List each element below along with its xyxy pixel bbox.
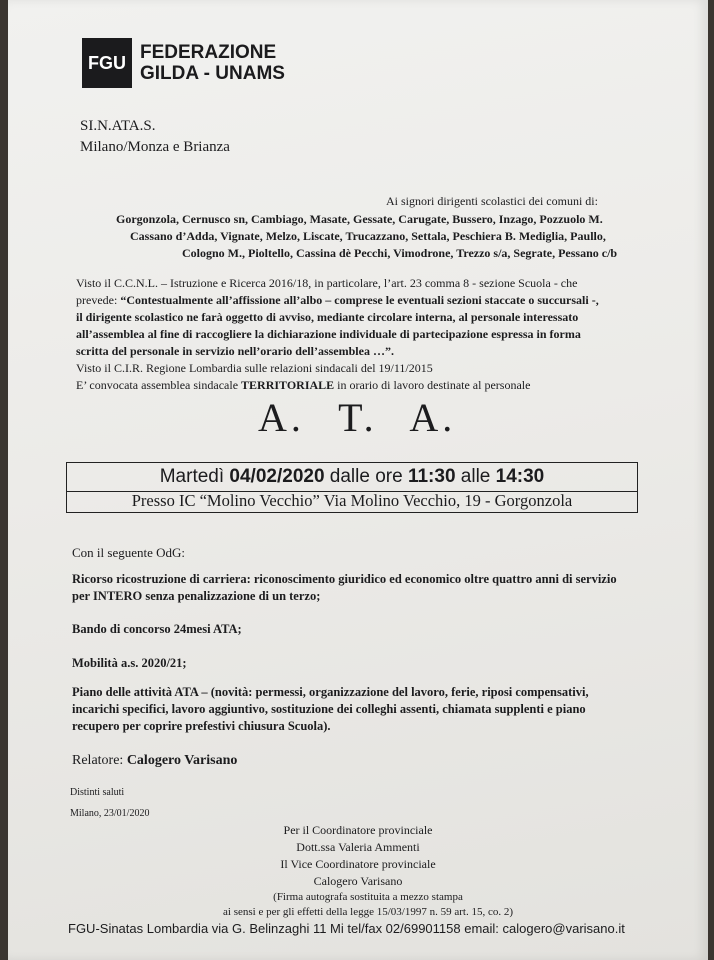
recipients-line-1: Gorgonzola, Cernusco sn, Cambiago, Masate, Gessate, Carugate, Bussero, Inzago, Pozzuolo M. — [116, 212, 603, 226]
logo-line-1: FEDERAZIONE — [140, 42, 277, 63]
premise-line-4: all’assemblea al fine di raccogliere la dichiarazione individuale di partecipazione espressa in forma — [76, 327, 581, 341]
agenda-item-4-line-2: incarichi specifici, lavoro aggiuntivo, sostituzione dei colleghi assenti, chiamata supplenti e piano — [72, 702, 586, 716]
signature-line-2: Dott.ssa Valeria Ammenti — [296, 840, 420, 854]
agenda-item-1-line-1: Ricorso ricostruzione di carriera: riconoscimento giuridico ed economico oltre quattro anni di servizio — [72, 572, 617, 586]
signature-note — [188, 890, 548, 920]
meeting-to-label: alle — [455, 466, 496, 487]
premise-prefix: prevede: — [76, 293, 121, 307]
agenda-intro: Con il seguente OdG: — [72, 545, 186, 560]
logo-line-2: GILDA - UNAMS — [140, 63, 285, 84]
document-sheet — [8, 0, 708, 960]
speaker — [72, 753, 237, 769]
org-name: SI.N.ATA.S. — [80, 118, 156, 134]
premise-line-6: Visto il C.I.R. Regione Lombardia sulle relazioni sindacali del 19/11/2015 — [76, 361, 433, 375]
closing-place-date: Milano, 23/01/2020 — [70, 808, 150, 819]
signature-line-4: Calogero Varisano — [313, 874, 403, 888]
agenda-item-2: Bando di concorso 24mesi ATA; — [72, 622, 242, 636]
agenda-item-4-line-3: recupero per coprire prefestivi chiusura Scuola). — [72, 719, 331, 733]
premise-line-3: il dirigente scolastico ne farà oggetto di avviso, mediante circolare interna, al personale interessato — [76, 310, 579, 324]
agenda-item-1 — [72, 571, 682, 605]
premise-line-2 — [76, 292, 676, 309]
premise-line-1: Visto il C.C.N.L. – Istruzione e Ricerca 2016/18, in particolare, l’art. 23 comma 8 - sezione Scuola - che — [76, 276, 578, 290]
premise-line-5: scritta del personale in servizio nell’orario dell’assemblea …”. — [76, 344, 394, 358]
premise-line-7 — [76, 377, 676, 394]
signature-line-3: Il Vice Coordinatore provinciale — [280, 857, 436, 871]
signature-line-1: Per il Coordinatore provinciale — [283, 823, 433, 837]
signature-note-line-2: ai sensi e per gli effetti della legge 15/03/1997 n. 59 art. 15, co. 2) — [223, 906, 513, 918]
meeting-datetime — [66, 462, 638, 492]
logo-wordmark — [140, 42, 285, 84]
recipients-line-3: Cologno M., Pioltello, Cassina dè Pecchi, Vimodrone, Trezzo s/a, Segrate, Pessano c/b — [182, 246, 618, 260]
org-location: Milano/Monza e Brianza — [80, 139, 230, 155]
agenda-item-4-line-1: Piano delle attività ATA – (novità: permessi, organizzazione del lavoro, ferie, riposi compensativi, — [72, 685, 589, 699]
recipients-list — [116, 211, 696, 262]
meeting-from-label: dalle ore — [324, 466, 408, 487]
recipients-intro: Ai signori dirigenti scolastici dei comuni di: — [386, 194, 598, 208]
agenda-item-4 — [72, 684, 692, 735]
premise-quote: “Contestualmente all’affissione all’albo – comprese le eventuali sezioni staccate o succursali -, — [120, 293, 599, 307]
meeting-date: 04/02/2020 — [229, 466, 325, 487]
speaker-label: Relatore: — [72, 753, 127, 768]
agenda-item-3: Mobilità a.s. 2020/21; — [72, 656, 187, 670]
closing-greeting: Distinti saluti — [70, 787, 125, 798]
organization — [80, 116, 230, 158]
meeting-start: 11:30 — [407, 466, 456, 487]
recipients-line-2: Cassano d’Adda, Vignate, Melzo, Liscate, Trucazzano, Settala, Peschiera B. Mediglia, Paullo, — [130, 229, 606, 243]
meeting-day: Martedì — [159, 466, 230, 487]
convocation-text: E’ convocata assemblea sindacale — [76, 378, 242, 392]
signature-note-line-1: (Firma autografa sostituita a mezzo stampa — [273, 891, 463, 903]
meeting-venue: Presso IC “Molino Vecchio” Via Molino Vecchio, 19 - Gorgonzola — [66, 490, 638, 513]
meeting-end: 14:30 — [495, 466, 545, 487]
convocation-type: TERRITORIALE — [241, 378, 335, 392]
signature-block — [238, 822, 478, 890]
heading-ata: A. T. A. — [258, 395, 457, 440]
convocation-tail: in orario di lavoro destinate al personale — [334, 378, 531, 392]
speaker-name: Calogero Varisano — [126, 753, 238, 768]
footer-contact: FGU-Sinatas Lombardia via G. Belinzaghi 11 Mi tel/fax 02/69901158 email: calogero@varisano.it — [68, 921, 625, 936]
premise — [76, 275, 676, 394]
fgu-logo: FGU — [82, 38, 132, 88]
agenda-item-1-line-2: per INTERO senza penalizzazione di un terzo; — [72, 589, 321, 603]
